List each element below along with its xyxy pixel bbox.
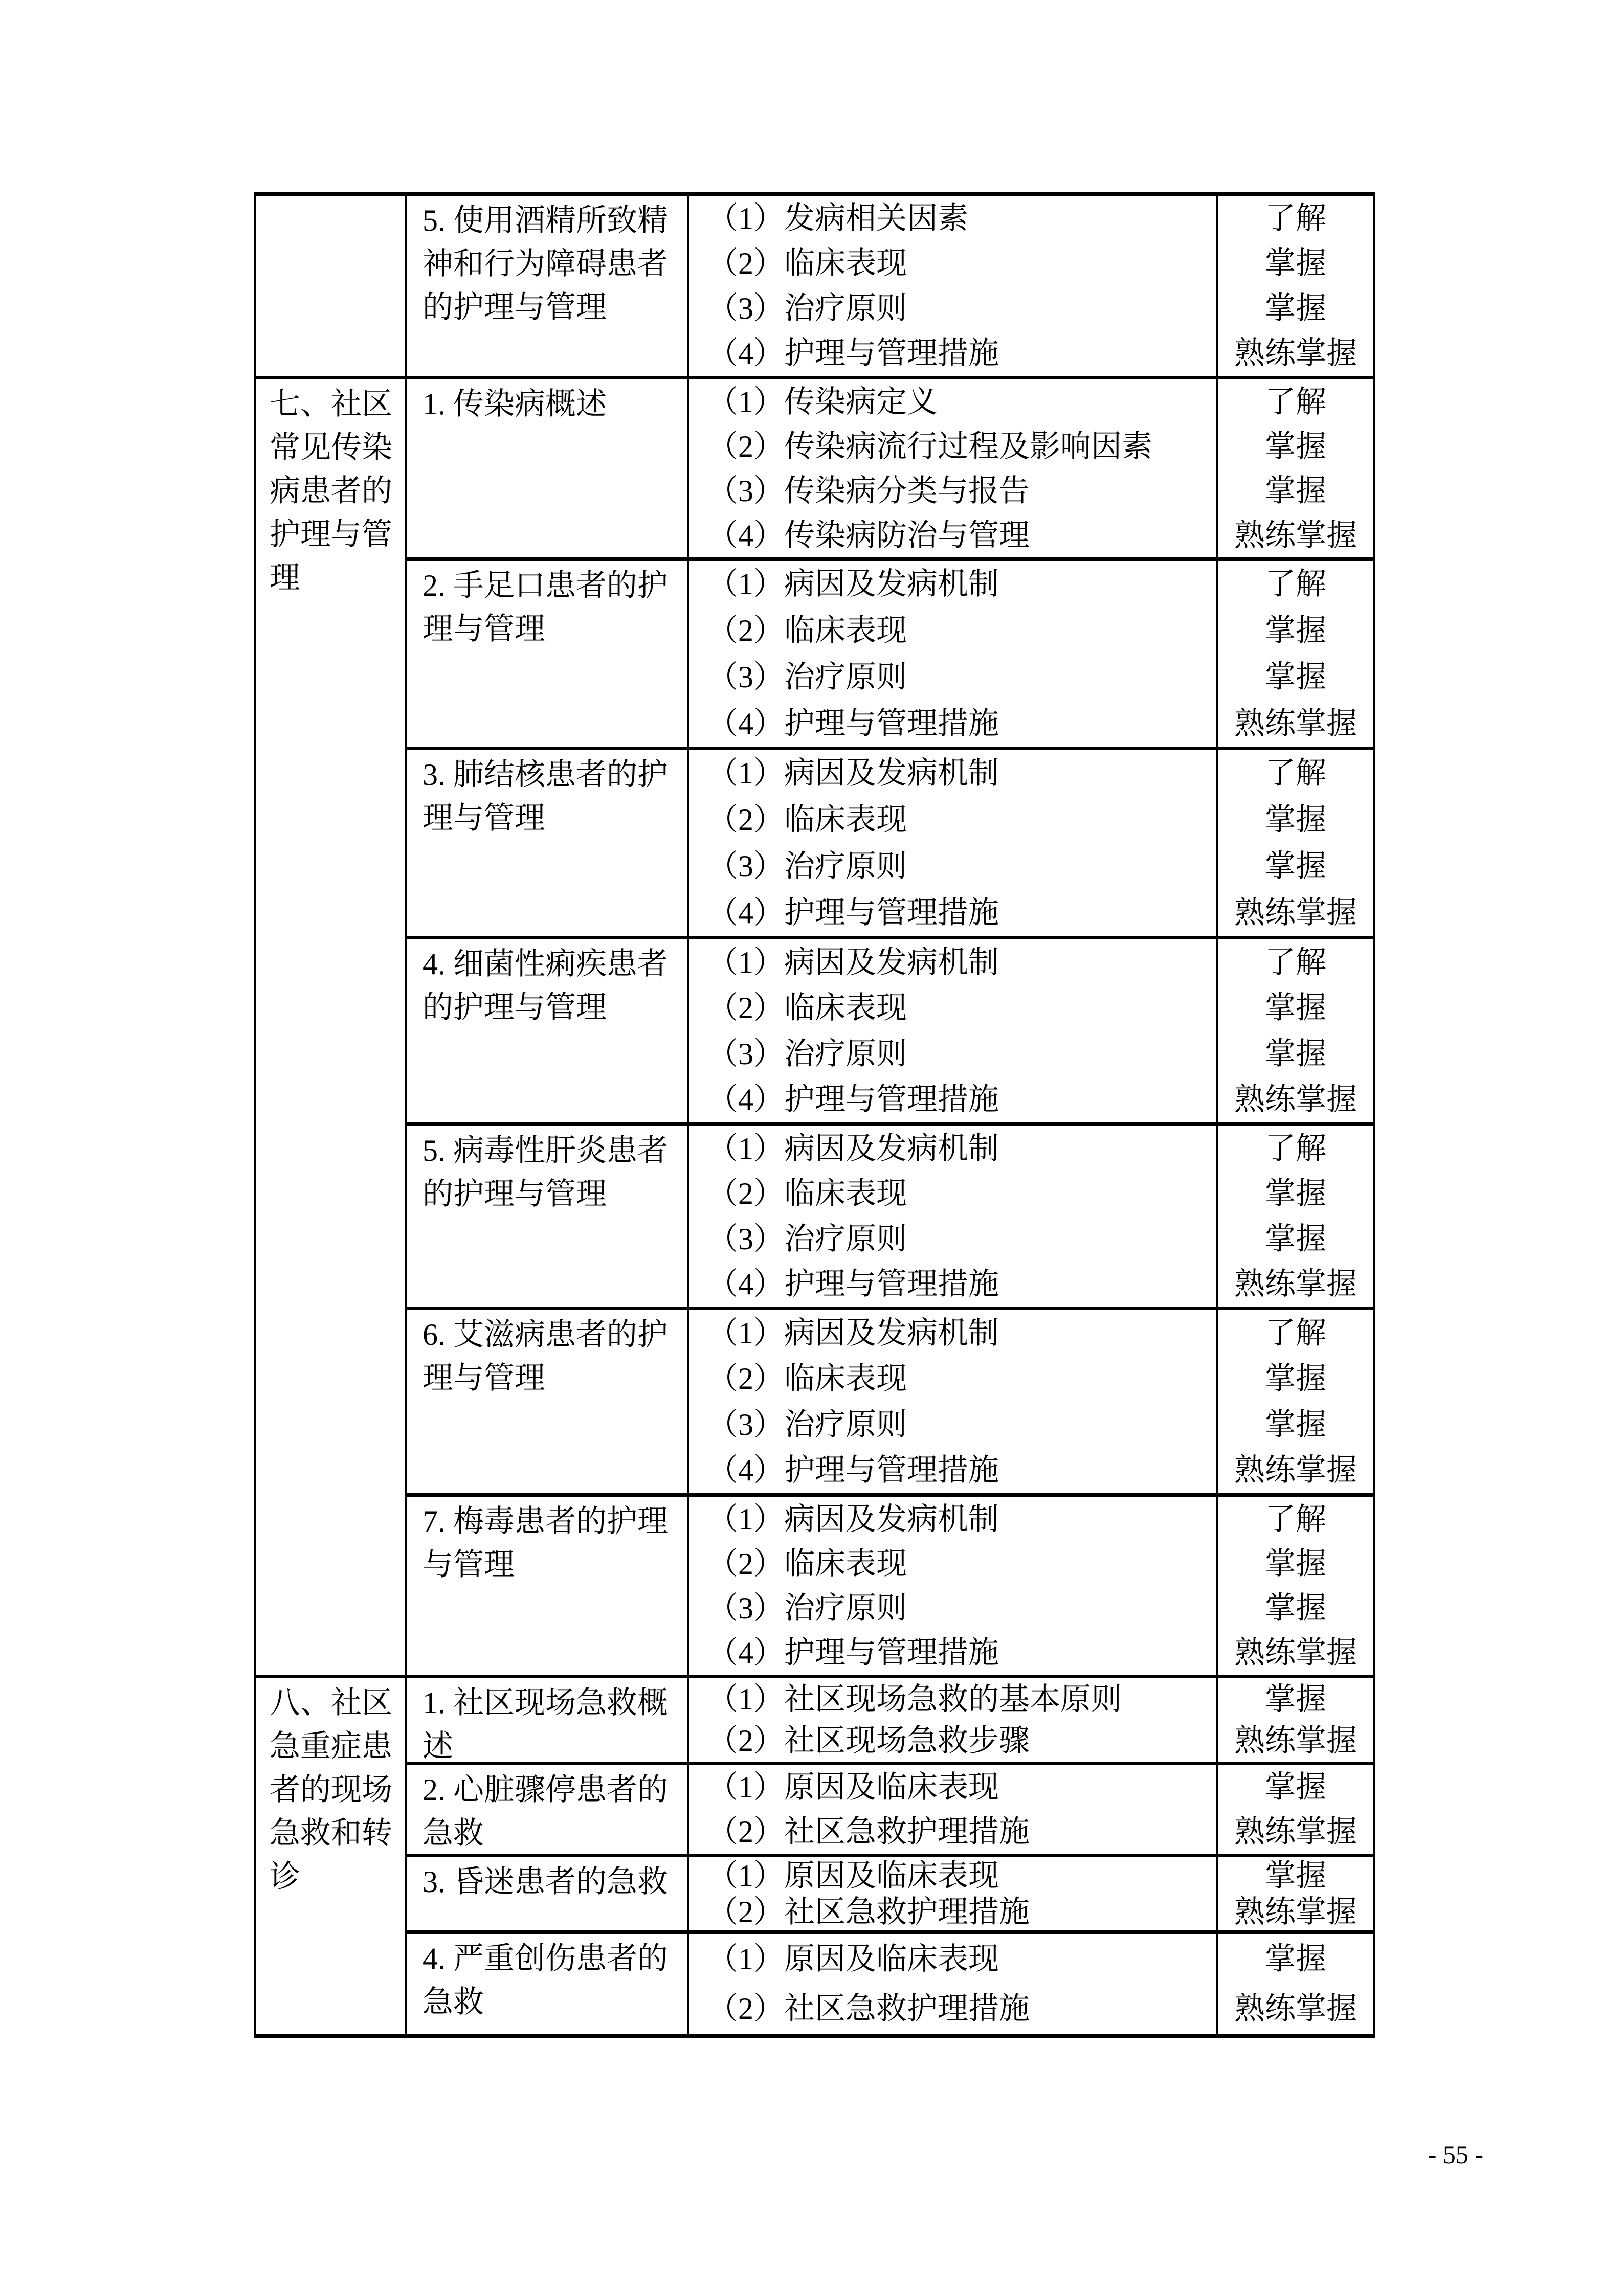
levels-cell bbox=[1216, 1497, 1373, 1675]
details-cell bbox=[687, 939, 1216, 1122]
detail-item: （1）病因及发病机制 bbox=[707, 1502, 999, 1536]
detail-item: （2）临床表现 bbox=[707, 1546, 907, 1581]
table-section-continuation bbox=[256, 196, 1373, 376]
detail-item: （1）病因及发病机制 bbox=[707, 1316, 999, 1350]
detail-item: （3）传染病分类与报告 bbox=[707, 474, 1030, 508]
topic-cell: 5. 使用酒精所致精神和行为障碍患者的护理与管理 bbox=[422, 204, 668, 324]
detail-item: （4）传染病防治与管理 bbox=[707, 518, 1030, 552]
topic-cell: 4. 细菌性痢疾患者的护理与管理 bbox=[422, 947, 668, 1024]
level-label: 熟练掌握 bbox=[1234, 1635, 1357, 1670]
details-cell bbox=[687, 1126, 1216, 1307]
level-label: 了解 bbox=[1265, 201, 1326, 235]
category-cell: 七、社区常见传染病患者的护理与管理 bbox=[256, 379, 407, 1675]
detail-item: （3）治疗原则 bbox=[707, 291, 907, 325]
detail-item: （2）临床表现 bbox=[707, 614, 907, 648]
detail-item: （1）病因及发病机制 bbox=[707, 945, 999, 979]
detail-item: （2）临床表现 bbox=[707, 1362, 907, 1396]
topic-cell: 4. 严重创伤患者的急救 bbox=[422, 1942, 668, 2019]
detail-item: （2）传染病流行过程及影响因素 bbox=[707, 429, 1152, 463]
category-cell: 八、社区急重症患者的现场急救和转诊 bbox=[256, 1678, 407, 2034]
detail-item: （4）护理与管理措施 bbox=[707, 1635, 999, 1670]
level-label: 熟练掌握 bbox=[1234, 1895, 1357, 1929]
level-label: 掌握 bbox=[1265, 991, 1326, 1025]
topic-cell: 5. 病毒性肝炎患者的护理与管理 bbox=[422, 1134, 668, 1211]
detail-item: （2）临床表现 bbox=[707, 1177, 907, 1211]
table-row bbox=[407, 1493, 1373, 1675]
table-row bbox=[407, 1854, 1373, 1930]
syllabus-table bbox=[254, 192, 1375, 2038]
topic-cell: 2. 心脏骤停患者的急救 bbox=[422, 1773, 668, 1850]
detail-item: （4）护理与管理措施 bbox=[707, 336, 999, 370]
level-label: 熟练掌握 bbox=[1234, 518, 1357, 552]
detail-item: （2）临床表现 bbox=[707, 991, 907, 1025]
detail-item: （2）社区急救护理措施 bbox=[707, 1992, 1030, 2026]
level-label: 熟练掌握 bbox=[1234, 1267, 1357, 1301]
section-rows bbox=[407, 196, 1373, 376]
level-label: 熟练掌握 bbox=[1234, 1724, 1357, 1758]
detail-item: （1）病因及发病机制 bbox=[707, 567, 999, 601]
detail-item: （1）原因及临床表现 bbox=[707, 1942, 999, 1976]
levels-cell bbox=[1216, 561, 1373, 747]
topic-cell: 6. 艾滋病患者的护理与管理 bbox=[422, 1318, 668, 1395]
detail-item: （4）护理与管理措施 bbox=[707, 706, 999, 740]
levels-cell bbox=[1216, 1126, 1373, 1307]
level-label: 熟练掌握 bbox=[1234, 895, 1357, 930]
level-label: 掌握 bbox=[1265, 429, 1326, 463]
level-label: 熟练掌握 bbox=[1234, 1083, 1357, 1117]
level-label: 熟练掌握 bbox=[1234, 1814, 1357, 1849]
level-label: 了解 bbox=[1265, 1132, 1326, 1166]
table-row bbox=[407, 379, 1373, 557]
level-label: 了解 bbox=[1265, 945, 1326, 979]
level-label: 了解 bbox=[1265, 1316, 1326, 1350]
detail-item: （3）治疗原则 bbox=[707, 1037, 907, 1071]
details-cell bbox=[687, 561, 1216, 747]
table-row bbox=[407, 1762, 1373, 1854]
details-cell bbox=[687, 1857, 1216, 1930]
level-label: 掌握 bbox=[1265, 614, 1326, 648]
level-label: 掌握 bbox=[1265, 474, 1326, 508]
detail-item: （1）社区现场急救的基本原则 bbox=[707, 1682, 1122, 1716]
details-cell bbox=[687, 196, 1216, 376]
level-label: 掌握 bbox=[1265, 1362, 1326, 1396]
details-cell bbox=[687, 1310, 1216, 1493]
details-cell bbox=[687, 379, 1216, 557]
detail-item: （1）病因及发病机制 bbox=[707, 756, 999, 791]
section-rows bbox=[407, 379, 1373, 1675]
detail-item: （3）治疗原则 bbox=[707, 1222, 907, 1256]
level-label: 掌握 bbox=[1265, 1546, 1326, 1581]
level-label: 熟练掌握 bbox=[1234, 706, 1357, 740]
topic-cell: 2. 手足口患者的护理与管理 bbox=[422, 569, 668, 646]
table-row bbox=[407, 1307, 1373, 1493]
levels-cell bbox=[1216, 939, 1373, 1122]
details-cell bbox=[687, 750, 1216, 936]
levels-cell bbox=[1216, 1934, 1373, 2034]
detail-item: （4）护理与管理措施 bbox=[707, 1267, 999, 1301]
category-cell-empty bbox=[256, 196, 407, 376]
level-label: 了解 bbox=[1265, 756, 1326, 791]
table-row bbox=[407, 1122, 1373, 1307]
level-label: 掌握 bbox=[1265, 1770, 1326, 1805]
levels-cell bbox=[1216, 750, 1373, 936]
detail-item: （3）治疗原则 bbox=[707, 660, 907, 694]
levels-cell bbox=[1216, 1310, 1373, 1493]
table-section-8 bbox=[256, 1675, 1373, 2034]
level-label: 掌握 bbox=[1265, 1222, 1326, 1256]
levels-cell bbox=[1216, 379, 1373, 557]
table-row bbox=[407, 557, 1373, 747]
topic-cell: 7. 梅毒患者的护理与管理 bbox=[422, 1504, 668, 1582]
detail-item: （2）临床表现 bbox=[707, 246, 907, 280]
detail-item: （1）发病相关因素 bbox=[707, 201, 968, 235]
level-label: 了解 bbox=[1265, 567, 1326, 601]
levels-cell bbox=[1216, 1765, 1373, 1854]
table-row bbox=[407, 936, 1373, 1122]
level-label: 掌握 bbox=[1265, 1177, 1326, 1211]
level-label: 了解 bbox=[1265, 385, 1326, 419]
topic-cell: 1. 传染病概述 bbox=[422, 387, 607, 421]
details-cell bbox=[687, 1678, 1216, 1762]
level-label: 掌握 bbox=[1265, 1037, 1326, 1071]
details-cell bbox=[687, 1497, 1216, 1675]
detail-item: （4）护理与管理措施 bbox=[707, 895, 999, 930]
level-label: 掌握 bbox=[1265, 1942, 1326, 1976]
detail-item: （4）护理与管理措施 bbox=[707, 1453, 999, 1488]
level-label: 掌握 bbox=[1265, 660, 1326, 694]
topic-cell: 3. 昏迷患者的急救 bbox=[422, 1865, 668, 1899]
topic-cell: 1. 社区现场急救概述 bbox=[422, 1686, 668, 1762]
detail-item: （1）原因及临床表现 bbox=[707, 1858, 999, 1893]
table-row bbox=[407, 196, 1373, 376]
detail-item: （4）护理与管理措施 bbox=[707, 1083, 999, 1117]
level-label: 掌握 bbox=[1265, 291, 1326, 325]
table-row bbox=[407, 1678, 1373, 1762]
topic-cell: 3. 肺结核患者的护理与管理 bbox=[422, 758, 668, 835]
details-cell bbox=[687, 1765, 1216, 1854]
level-label: 掌握 bbox=[1265, 1407, 1326, 1442]
level-label: 掌握 bbox=[1265, 1682, 1326, 1716]
level-label: 熟练掌握 bbox=[1234, 336, 1357, 370]
detail-item: （1）传染病定义 bbox=[707, 385, 938, 419]
detail-item: （2）社区现场急救步骤 bbox=[707, 1724, 1030, 1758]
level-label: 掌握 bbox=[1265, 246, 1326, 280]
table-row bbox=[407, 747, 1373, 936]
detail-item: （2）临床表现 bbox=[707, 803, 907, 837]
level-label: 掌握 bbox=[1265, 1858, 1326, 1893]
levels-cell bbox=[1216, 1857, 1373, 1930]
page-number: - 55 - bbox=[1428, 2140, 1483, 2169]
detail-item: （3）治疗原则 bbox=[707, 1407, 907, 1442]
levels-cell bbox=[1216, 196, 1373, 376]
level-label: 掌握 bbox=[1265, 849, 1326, 883]
section-rows bbox=[407, 1678, 1373, 2034]
detail-item: （3）治疗原则 bbox=[707, 849, 907, 883]
detail-item: （1）病因及发病机制 bbox=[707, 1132, 999, 1166]
detail-item: （2）社区急救护理措施 bbox=[707, 1814, 1030, 1849]
detail-item: （2）社区急救护理措施 bbox=[707, 1895, 1030, 1929]
detail-item: （1）原因及临床表现 bbox=[707, 1770, 999, 1805]
detail-item: （3）治疗原则 bbox=[707, 1591, 907, 1625]
level-label: 了解 bbox=[1265, 1502, 1326, 1536]
levels-cell bbox=[1216, 1678, 1373, 1762]
level-label: 掌握 bbox=[1265, 803, 1326, 837]
details-cell bbox=[687, 1934, 1216, 2034]
level-label: 熟练掌握 bbox=[1234, 1453, 1357, 1488]
level-label: 掌握 bbox=[1265, 1591, 1326, 1625]
table-section-7 bbox=[256, 376, 1373, 1675]
level-label: 熟练掌握 bbox=[1234, 1992, 1357, 2026]
table-row bbox=[407, 1930, 1373, 2034]
